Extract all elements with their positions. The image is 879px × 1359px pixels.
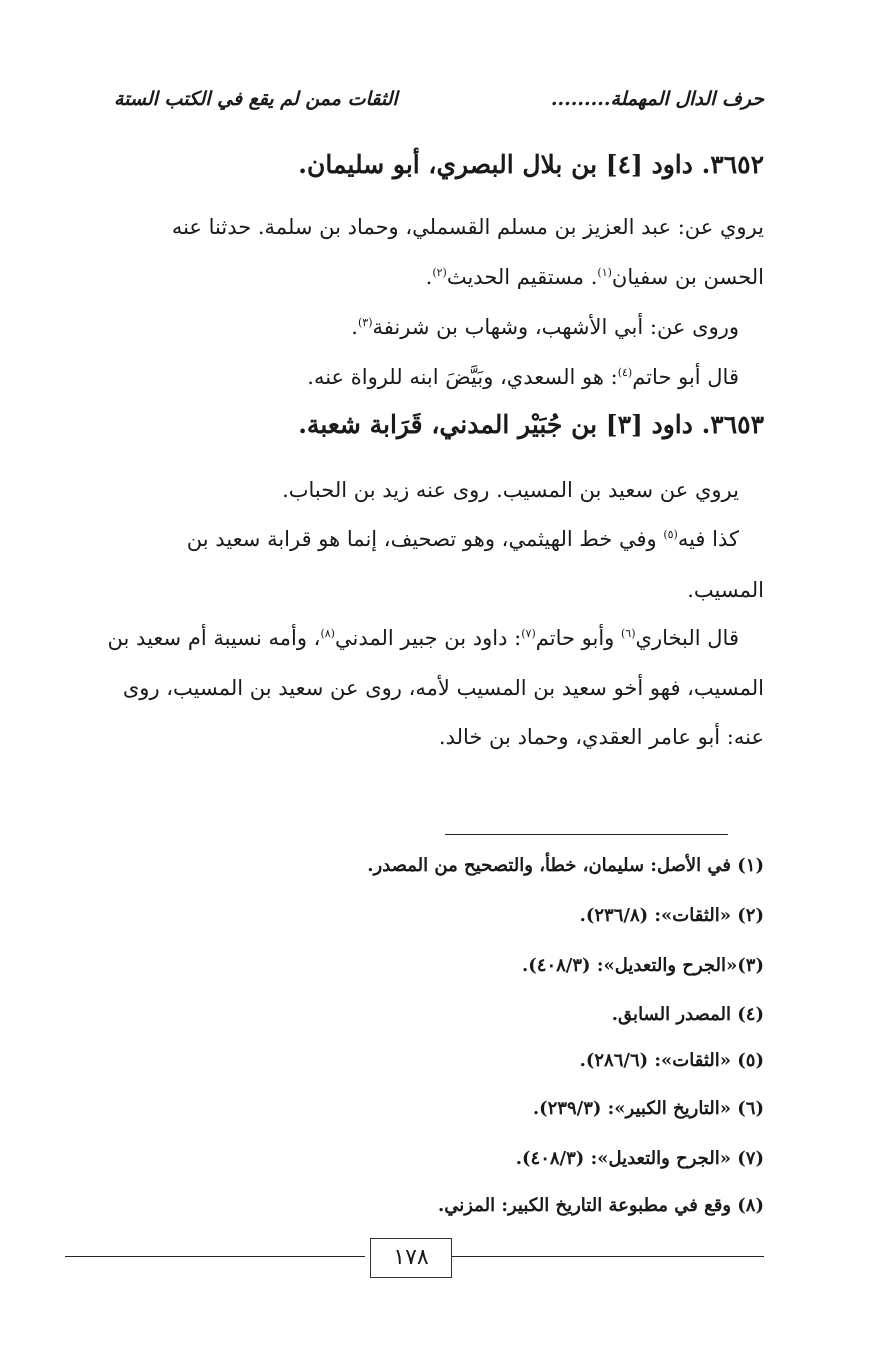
footnote-5: (٥) «الثقات»: (٢٨٦/٦). [579, 1050, 764, 1071]
entry-text-line: قال أبو حاتم$^{(٤)}$: هو السعدي، وبَيَّضَ ابنه للرواة عنه. [307, 365, 739, 389]
header-chapter: حرف الدال المهملة......... [550, 88, 764, 110]
header-book-title: الثقات ممن لم يقع في الكتب الستة [114, 88, 398, 110]
footnote-2: (٢) «الثقات»: (٢٣٦/٨). [579, 905, 764, 926]
footnote-ref: (١) [597, 266, 612, 279]
footnote-7: (٧) «الجرح والتعديل»: (٤٠٨/٣). [515, 1148, 764, 1169]
entry-text-line: وروى عن: أبي الأشهب، وشهاب بن شرنفة$^{(٣)}$. [351, 315, 739, 339]
footnote-8: (٨) وقع في مطبوعة التاريخ الكبير: المزني. [437, 1195, 764, 1216]
footnote-3: (٣)«الجرح والتعديل»: (٤٠٨/٣). [522, 955, 764, 976]
footnote-ref: (٦) [621, 627, 636, 640]
bottom-rule-right [429, 1256, 764, 1257]
footnote-ref: (٣) [357, 316, 373, 329]
footnote-ref: (٤) [617, 366, 633, 379]
bottom-rule-left [65, 1256, 365, 1257]
footnote-ref: (٧) [521, 627, 536, 640]
footnote-ref: (٨) [320, 627, 335, 640]
footnote-separator [445, 834, 728, 835]
entry-text-line: المسيب. [687, 578, 764, 602]
footnote-1: (١) في الأصل: سليمان، خطأ، والتصحيح من المصدر. [367, 855, 764, 876]
footnote-6: (٦) «التاريخ الكبير»: (٢٣٩/٣). [532, 1098, 764, 1119]
running-header [114, 88, 764, 110]
entry-text-line: المسيب، فهو أخو سعيد بن المسيب لأمه، روى عن سعيد بن المسيب، روى [122, 676, 764, 700]
footnote-ref: (٥) [663, 528, 678, 541]
entry-text-line: يروي عن سعيد بن المسيب. روى عنه زيد بن الحباب. [282, 478, 739, 502]
footnote-ref: (٢) [432, 266, 447, 279]
entry-title-3652: ٣٦٥٢. داود [٤] بن بلال البصري، أبو سليمان. [298, 150, 764, 179]
entry-text-line: الحسن بن سفيان$^{(١)}$. مستقيم الحديث$^{(٢)}$. [425, 265, 764, 289]
entry-text-line: كذا فيه$^{(٥)}$ وفي خط الهيثمي، وهو تصحيف، إنما هو قرابة سعيد بن [186, 527, 739, 551]
page-number: ١٧٨ [370, 1238, 452, 1278]
entry-text-line: قال البخاري$^{(٦)}$ وأبو حاتم$^{(٧)}$: داود بن جبير المدني$^{(٨)}$، وأمه نسيبة أم سعيد بن [107, 626, 739, 650]
footnote-4: (٤) المصدر السابق. [611, 1004, 764, 1025]
entry-text-line: يروي عن: عبد العزيز بن مسلم القسملي، وحماد بن سلمة. حدثنا عنه [171, 215, 764, 239]
entry-text-line: عنه: أبو عامر العقدي، وحماد بن خالد. [438, 725, 764, 749]
entry-title-3653: ٣٦٥٣. داود [٣] بن جُبَيْر المدني، قَرَابة شعبة. [298, 410, 764, 439]
